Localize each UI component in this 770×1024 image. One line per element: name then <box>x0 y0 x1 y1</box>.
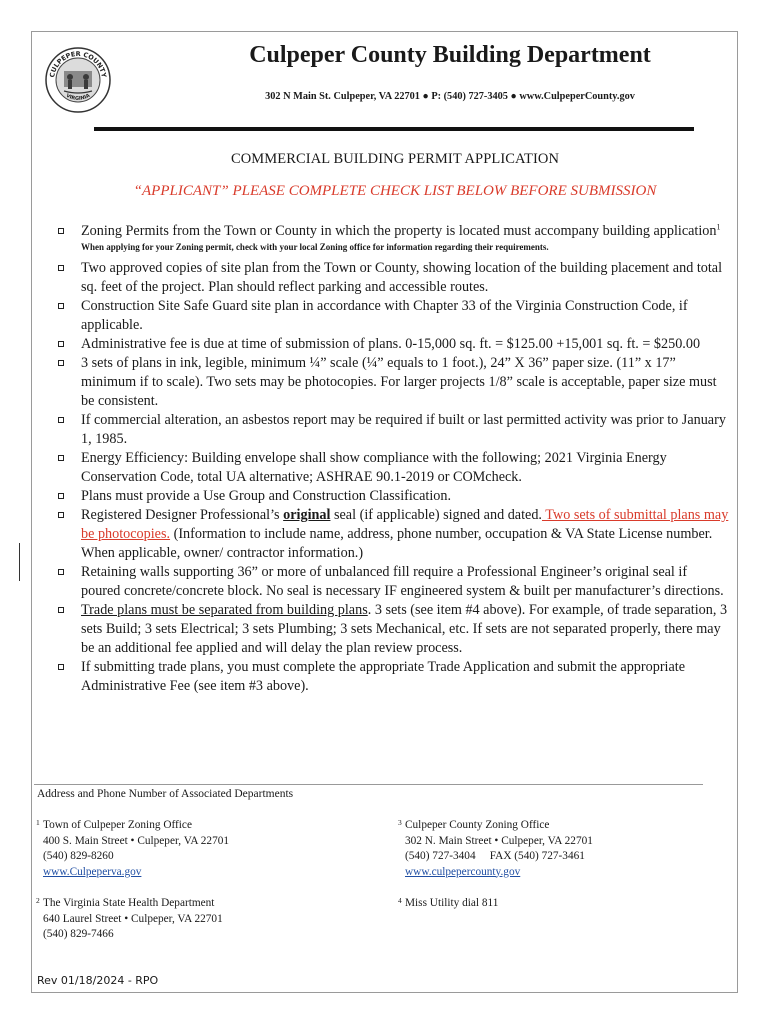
checkbox-icon[interactable] <box>58 228 64 234</box>
checklist-item <box>55 658 730 696</box>
item-text: Zoning Permits from the Town or County in which the property is located must accompany building application <box>81 223 717 239</box>
item-note: When applying for your Zoning permit, check with your local Zoning office for information regarding their requirements. <box>81 242 549 252</box>
revision-change-bar <box>19 543 20 581</box>
header-divider <box>94 127 694 131</box>
department-town-zoning <box>36 818 230 880</box>
checklist-item <box>55 222 730 254</box>
item-underlined-text: Trade plans must be separated from building plans <box>81 602 368 618</box>
checkbox-icon[interactable] <box>58 455 64 461</box>
checklist-item <box>55 335 730 354</box>
item-text: Energy Efficiency: Building envelope shall show compliance with the following; 2021 Virginia Energy Conservation Code, total UA alternative; ASHRAE 90.1-2019 or COMcheck. <box>81 450 667 485</box>
checkbox-icon[interactable] <box>58 265 64 271</box>
checkbox-icon[interactable] <box>58 360 64 366</box>
checkbox-icon[interactable] <box>58 493 64 499</box>
footnote-ref: 1 <box>716 222 721 232</box>
item-emphasis: original <box>283 507 331 523</box>
checklist-item <box>55 563 730 601</box>
checkbox-icon[interactable] <box>58 607 64 613</box>
item-text: 3 sets of plans in ink, legible, minimum ¼” scale (¼” equals to 1 foot.), 24” X 36” paper size. (11” x 17” minimum if to scale). Two sets may be photocopies. For larger projects 1/8” scale is acceptable, paper size must be consistent. <box>81 355 717 409</box>
department-phone: (540) 829-8260 <box>43 850 114 862</box>
department-name: The Virginia State Health Department <box>43 897 215 909</box>
item-text-part: (Information to include name, address, phone number, occupation & VA State License number. When applicable, owner/ contractor information.) <box>81 526 713 561</box>
checklist-instruction: “APPLICANT” PLEASE COMPLETE CHECK LIST BELOW BEFORE SUBMISSION <box>133 183 657 199</box>
requirements-checklist <box>55 222 730 696</box>
header-address: 302 N Main St. Culpeper, VA 22701 ● P: (540) 727-3405 ● www.CulpeperCounty.gov <box>265 91 635 102</box>
item-text: Two approved copies of site plan from the Town or County, showing location of the building placement and total sq. feet of the project. Plan should reflect parking and accessible routes. <box>81 260 723 295</box>
department-name: Miss Utility dial 811 <box>405 897 499 909</box>
checklist-item <box>55 297 730 335</box>
checkbox-icon[interactable] <box>58 341 64 347</box>
checkbox-icon[interactable] <box>58 512 64 518</box>
checkbox-icon[interactable] <box>58 417 64 423</box>
department-address: 640 Laurel Street • Culpeper, VA 22701 <box>43 912 223 925</box>
department-link[interactable]: www.Culpeperva.gov <box>43 865 142 878</box>
department-address: 400 S. Main Street • Culpeper, VA 22701 <box>43 834 230 847</box>
checklist-item <box>55 259 730 297</box>
department-health <box>36 896 223 943</box>
department-county-zoning <box>398 818 593 880</box>
department-phone: (540) 829-7466 <box>43 928 114 940</box>
footnote-number: 3 <box>398 818 402 827</box>
item-red-note: Two sets of submittal plans may be photocopies. <box>81 507 729 542</box>
item-text: Plans must provide a Use Group and Construction Classification. <box>81 488 452 504</box>
footnote-number: 1 <box>36 818 40 827</box>
department-address: 302 N. Main Street • Culpeper, VA 22701 <box>405 834 593 847</box>
department-miss-utility <box>398 896 499 912</box>
checkbox-icon[interactable] <box>58 303 64 309</box>
document-title: COMMERCIAL BUILDING PERMIT APPLICATION <box>230 151 560 167</box>
footnote-number: 4 <box>398 896 402 905</box>
county-seal-icon <box>45 47 111 113</box>
item-text-part: Registered Designer Professional’s <box>81 507 284 523</box>
item-text: Construction Site Safe Guard site plan in accordance with Chapter 33 of the Virginia Construction Code, if applicable. <box>81 298 688 333</box>
item-text: If submitting trade plans, you must complete the appropriate Trade Application and submit the appropriate Administrative Fee (see item #3 above). <box>81 659 686 694</box>
item-text: Administrative fee is due at time of submission of plans. 0-15,000 sq. ft. = $125.00 +15,001 sq. ft. = $250.00 <box>81 336 701 352</box>
item-text: Retaining walls supporting 36” or more of unbalanced fill require a Professional Engineer’s original seal if poured concrete/concrete block. No seal is necessary IF engineered system & built per manufacturer’s directions. <box>81 564 724 599</box>
seal-top-text: CULPEPER COUNTY <box>48 49 108 79</box>
checklist-item <box>55 411 730 449</box>
departments-heading: Address and Phone Number of Associated Departments <box>37 788 294 800</box>
department-link[interactable]: www.culpepercounty.gov <box>405 865 521 878</box>
item-text-part: seal (if applicable) signed and dated. <box>330 507 542 523</box>
department-name: Town of Culpeper Zoning Office <box>43 819 192 831</box>
checklist-item <box>55 506 730 563</box>
checklist-item <box>55 601 730 658</box>
revision-label: Rev 01/18/2024 - RPO <box>37 974 159 987</box>
checkbox-icon[interactable] <box>58 664 64 670</box>
department-phone: (540) 727-3404 FAX (540) 727-3461 <box>405 850 585 862</box>
footnote-number: 2 <box>36 896 40 905</box>
checklist-item <box>55 487 730 506</box>
seal-bottom-text: VIRGINIA <box>64 92 92 102</box>
item-text-part: . 3 sets (see item #4 above). For example, of trade separation, 3 sets Build; 3 sets Electrical; 3 sets Plumbing; 3 sets Mechanical, etc. If sets are not separated properly, there may be an additional fee applied and will delay the plan review process. <box>81 602 728 656</box>
item-text: If commercial alteration, an asbestos report may be required if built or last permitted activity was prior to January 1, 1985. <box>81 412 726 447</box>
department-name: Culpeper County Zoning Office <box>405 819 550 831</box>
checklist-item <box>55 449 730 487</box>
checkbox-icon[interactable] <box>58 569 64 575</box>
footnote-divider <box>34 784 703 785</box>
page-title: Culpeper County Building Department <box>249 42 651 68</box>
checklist-item <box>55 354 730 411</box>
